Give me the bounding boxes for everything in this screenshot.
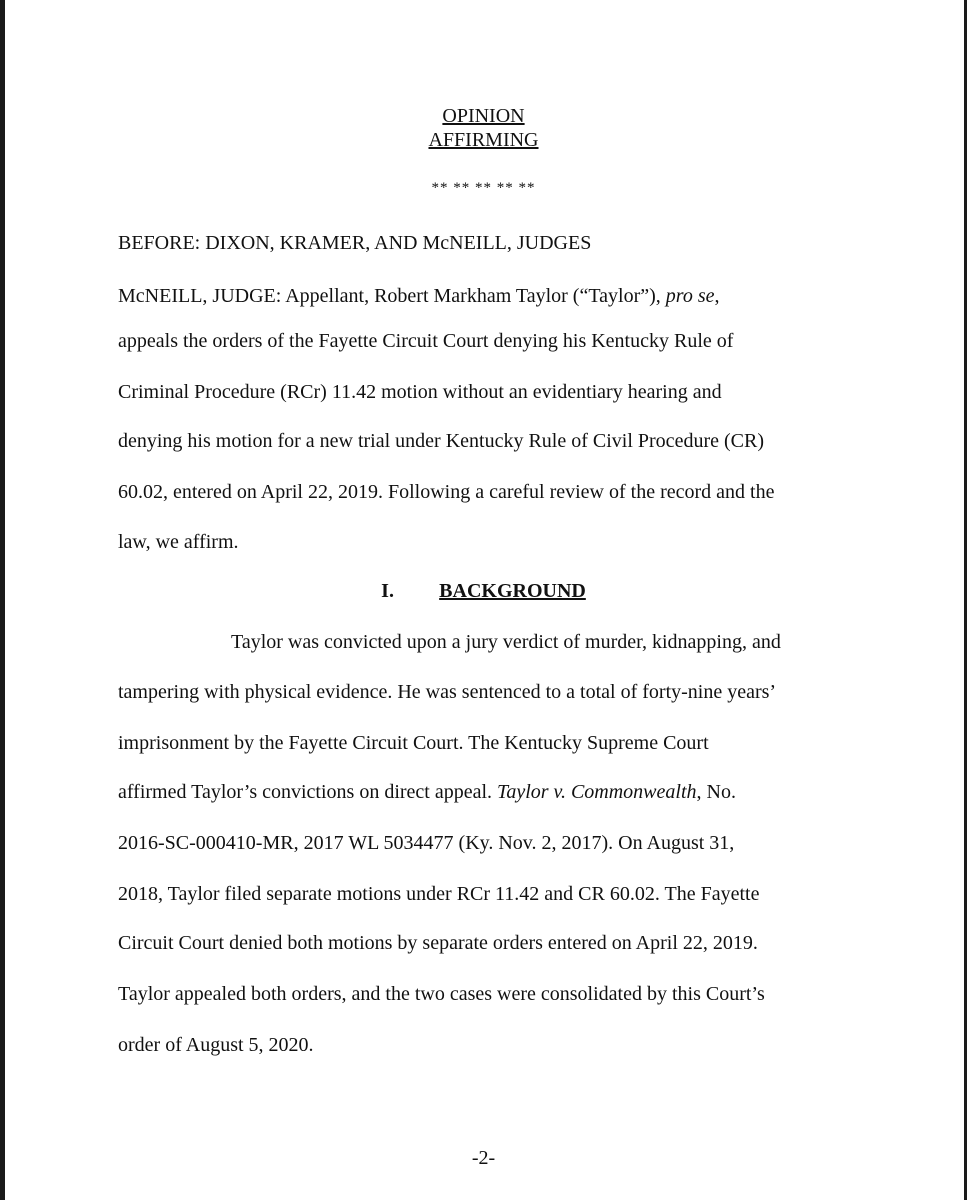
section-number: I. [381,580,394,602]
background-line-1: Taylor was convicted upon a jury verdict of murder, kidnapping, and [231,631,781,653]
background-line-9: order of August 5, 2020. [118,1034,314,1056]
background-line-2: tampering with physical evidence. He was sentenced to a total of forty-nine years’ [118,681,777,703]
intro-line-5: 60.02, entered on April 22, 2019. Following a careful review of the record and the [118,481,775,503]
affirming-heading: AFFIRMING [428,129,539,151]
intro-line-2: appeals the orders of the Fayette Circuit Court denying his Kentucky Rule of [118,330,734,352]
background-line-6: 2018, Taylor filed separate motions under RCr 11.42 and CR 60.02. The Fayette [118,883,760,905]
section-title: BACKGROUND [439,580,586,602]
page-number: -2- [471,1147,496,1169]
opinion-heading: OPINION [442,105,525,127]
background-line-8: Taylor appealed both orders, and the two cases were consolidated by this Court’s [118,983,765,1005]
intro-line-3: Criminal Procedure (RCr) 11.42 motion without an evidentiary hearing and [118,381,722,403]
intro-line-4: denying his motion for a new trial under Kentucky Rule of Civil Procedure (CR) [118,430,764,452]
separator-stars: ** ** ** ** ** [431,180,536,196]
section-heading [0,579,967,603]
case-citation-italic: Taylor v. Commonwealth [497,781,697,803]
background-line-5: 2016-SC-000410-MR, 2017 WL 5034477 (Ky. Nov. 2, 2017). On August 31, [118,832,735,854]
intro-line-1: McNEILL, JUDGE: Appellant, Robert Markham Taylor (“Taylor”), pro se, [118,285,720,307]
background-line-7: Circuit Court denied both motions by separate orders entered on April 22, 2019. [118,932,758,954]
background-line-4: affirmed Taylor’s convictions on direct appeal. Taylor v. Commonwealth, No. [118,781,736,803]
background-line-3: imprisonment by the Fayette Circuit Court. The Kentucky Supreme Court [118,732,709,754]
intro-line-6: law, we affirm. [118,531,239,553]
panel-line: BEFORE: DIXON, KRAMER, AND McNEILL, JUDGES [118,232,592,254]
pro-se-italic: pro se [665,285,715,307]
